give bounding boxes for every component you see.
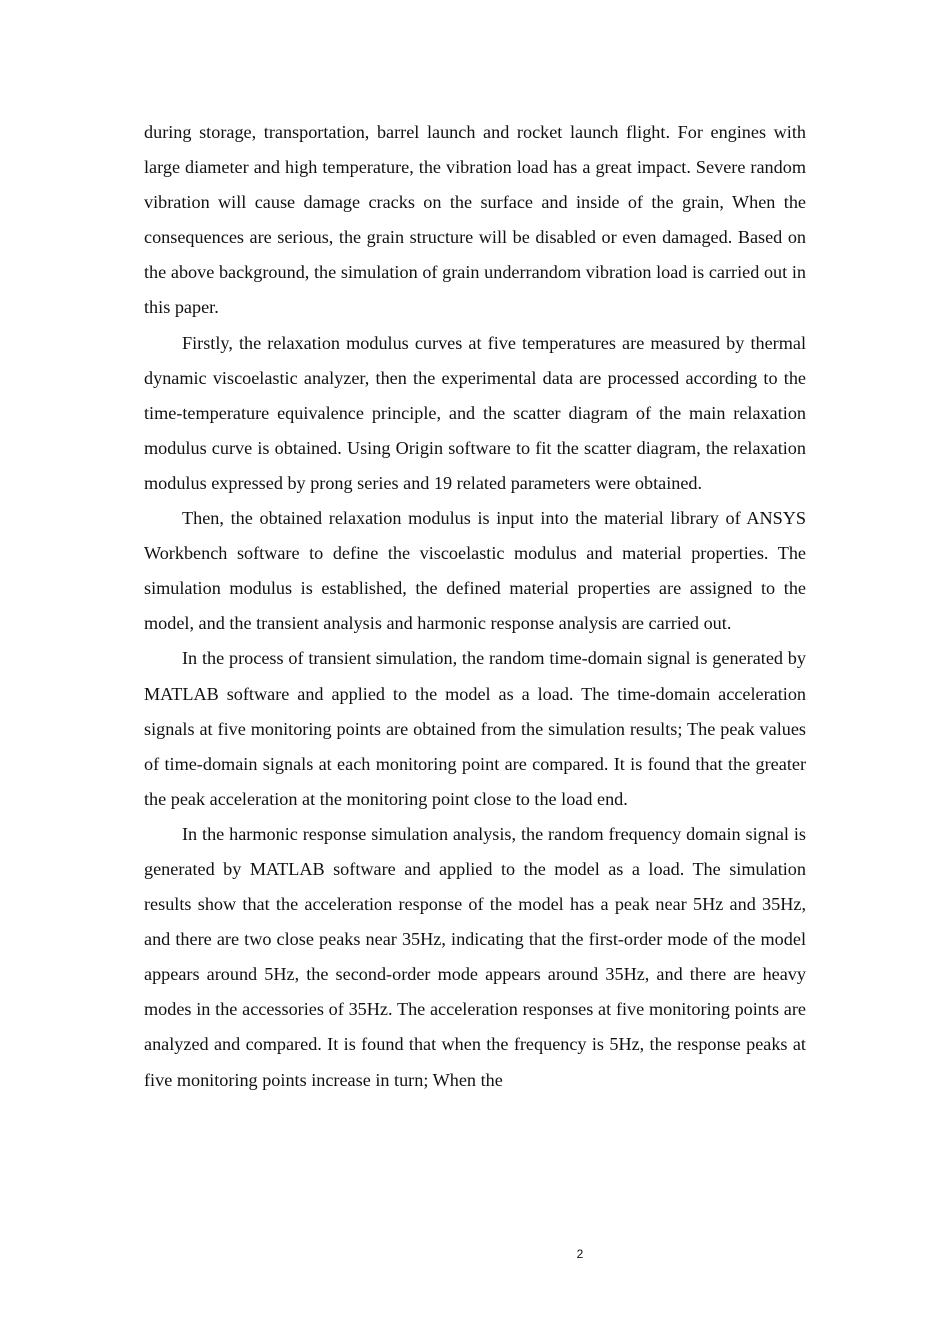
paragraph-continuation: during storage, transportation, barrel launch and rocket launch flight. For engines with large diameter and high temperature, the vibration load has a great impact. Severe random vibration will cause damage cracks on the surface and inside of the grain, When the consequences are serious, the grain structure will be disabled or even damaged. Based on the above background, the simulation of grain underrandom vibration load is carried out in this paper. bbox=[144, 122, 806, 318]
body-text bbox=[144, 115, 806, 1098]
paragraph-transient-simulation: In the process of transient simulation, the random time-domain signal is generated by MATLAB software and applied to the model as a load. The time-domain acceleration signals at five monitoring points are obtained from the simulation results; The peak values of time-domain signals at each monitoring point are compared. It is found that the greater the peak acceleration at the monitoring point close to the load end. bbox=[144, 648, 806, 809]
paragraph-harmonic-response: In the harmonic response simulation analysis, the random frequency domain signal is generated by MATLAB software and applied to the model as a load. The simulation results show that the acceleration response of the model has a peak near 5Hz and 35Hz, and there are two close peaks near 35Hz, indicating that the first-order mode of the model appears around 5Hz, the second-order mode appears around 35Hz, and there are heavy modes in the accessories of 35Hz. The acceleration responses at five monitoring points are analyzed and compared. It is found that when the frequency is 5Hz, the response peaks at five monitoring points increase in turn; When the bbox=[144, 823, 806, 1090]
page-number: 2 bbox=[576, 1247, 584, 1261]
paragraph-relaxation-modulus: Firstly, the relaxation modulus curves at five temperatures are measured by thermal dynamic viscoelastic analyzer, then the experimental data are processed according to the time-temperature equivalence principle, and the scatter diagram of the main relaxation modulus curve is obtained. Using Origin software to fit the scatter diagram, the relaxation modulus expressed by prong series and 19 related parameters were obtained. bbox=[144, 332, 806, 493]
paragraph-ansys-workbench: Then, the obtained relaxation modulus is input into the material library of ANSYS Workbench software to define the viscoelastic modulus and material properties. The simulation modulus is established, the defined material properties are assigned to the model, and the transient analysis and harmonic response analysis are carried out. bbox=[144, 508, 806, 634]
